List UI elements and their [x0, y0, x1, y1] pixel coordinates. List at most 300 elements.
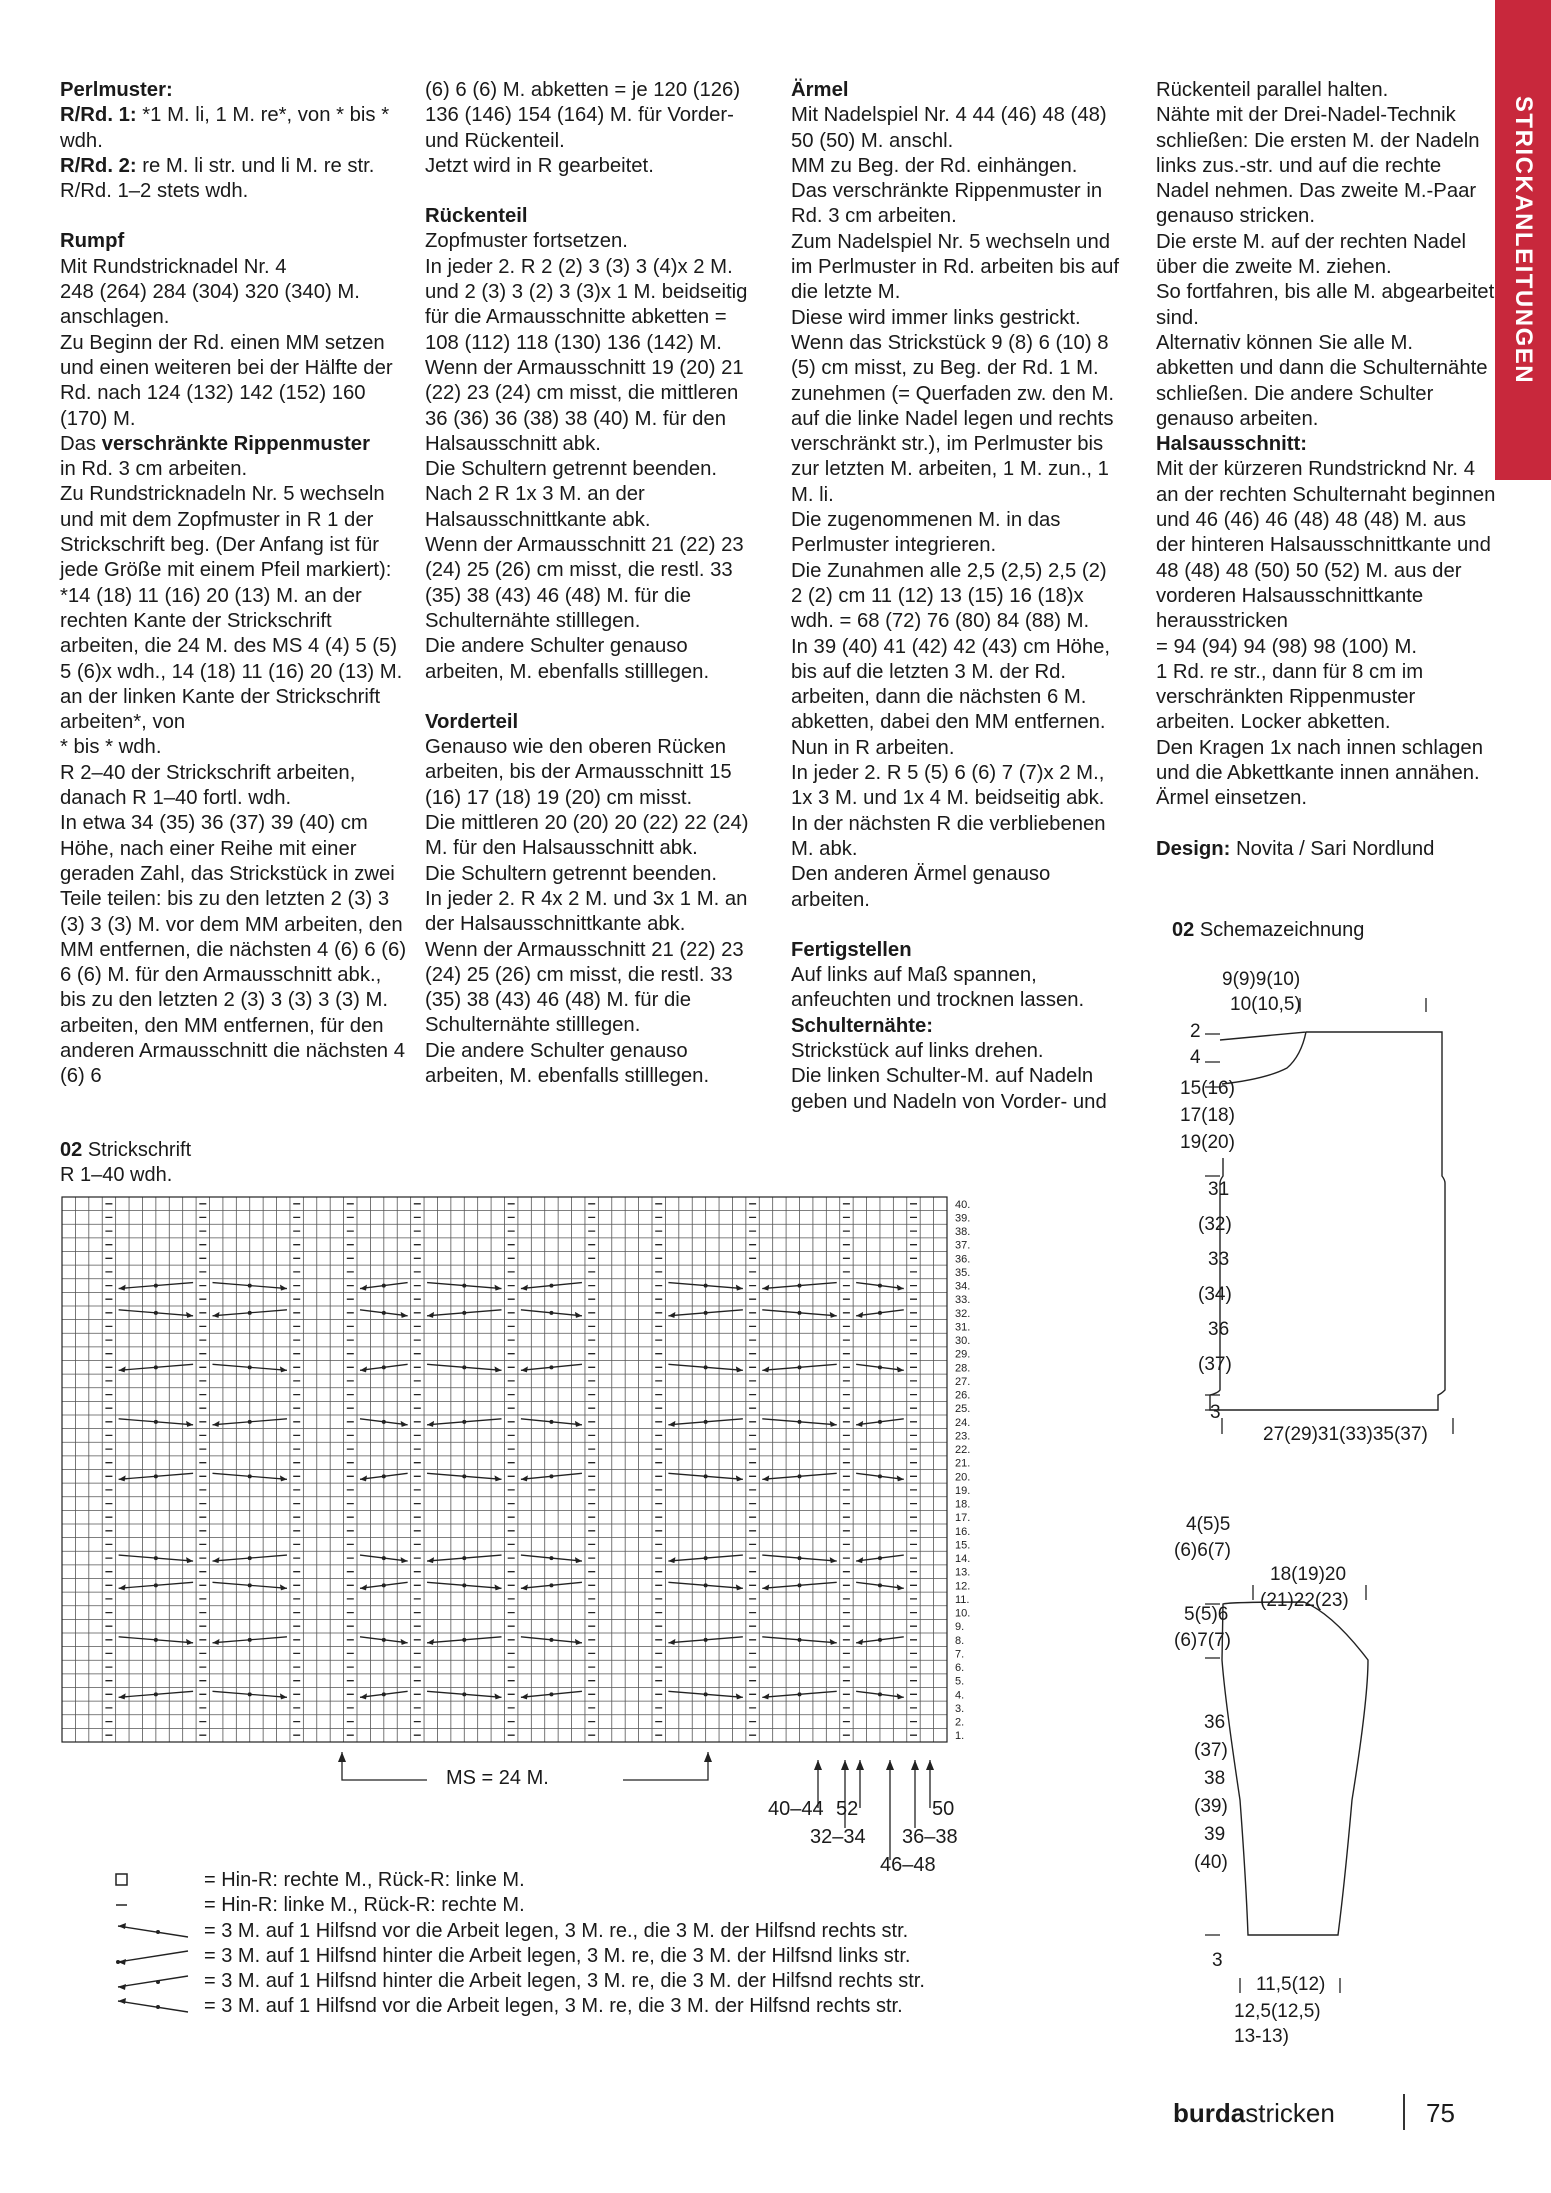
row-number: 6. [955, 1662, 965, 1675]
brand-rest: stricken [1245, 2098, 1335, 2128]
cable-symbol [762, 1283, 836, 1289]
row-number: 34. [955, 1280, 971, 1293]
cable-dot [248, 1474, 252, 1478]
repeat-arrow-left [338, 1752, 346, 1762]
paragraph-label: Design: [1156, 837, 1231, 860]
cable-dot [248, 1311, 252, 1315]
cable-dot [462, 1638, 466, 1642]
cable-arrowhead [119, 1584, 126, 1590]
sleeve-dimension-label: (37) [1194, 1740, 1228, 1761]
legend-text: = 3 M. auf 1 Hilfsnd hinter die Arbeit legen, 3 M. re, die 3 M. der Hilfsnd rechts str. [204, 1970, 925, 1993]
cable-dot [798, 1692, 802, 1696]
row-number: 11. [955, 1593, 970, 1606]
paragraph-text: Genauso wie den oberen Rücken arbeiten, bis der Armausschnitt 15 (16) 17 (18) 19 (20) cm misst. Die mittleren 20 (20) 20 (22) 22 (24) M. für den Halsausschnitt abk. Die Schultern getrennt beenden. In jeder 2. R 4x 2 M. und 3x 1 M. an der Halsausschnittkante abk. Wenn der Armausschnitt 21 (22) 23 (24) 25 (26) cm misst, die restl. 33 (35) 38 (43) 46 (48) M. für die Schulternähte stilllegen. Die andere Schulter genauso arbeiten, M. ebenfalls stilllegen. [425, 736, 749, 1087]
size-marker-arrow [886, 1760, 894, 1770]
cable-dot [382, 1692, 386, 1696]
cable-symbol [762, 1637, 836, 1643]
cable-symbol [427, 1310, 501, 1316]
cable-symbol [427, 1637, 501, 1643]
paragraph-text: *1 M. li, 1 M. re*, von * bis * wdh. [60, 104, 390, 152]
section-heading: Halsausschnitt: [1156, 433, 1308, 456]
sleeve-dimension-label: 4(5)5 [1186, 1514, 1231, 1535]
cable-arrowhead [830, 1312, 837, 1318]
sleeve-dimension-ticks [1205, 1585, 1366, 1993]
cable-dot [382, 1474, 386, 1478]
cable-arrowhead [736, 1285, 743, 1291]
text-column-2 [425, 78, 755, 1089]
cable-symbol [668, 1582, 742, 1588]
row-number: 7. [955, 1648, 965, 1661]
cable-symbol [521, 1419, 582, 1425]
cable-dot [798, 1365, 802, 1369]
cable-arrowhead [762, 1475, 769, 1481]
sleeve-dimension-label: 3 [1212, 1950, 1223, 1971]
cable-symbol [427, 1582, 501, 1588]
cable-symbol [762, 1582, 836, 1588]
row-number: 25. [955, 1403, 971, 1416]
row-number: 37. [955, 1239, 971, 1252]
cable-dot [248, 1365, 252, 1369]
cable-arrowhead [856, 1557, 863, 1563]
paragraph-label: R/Rd. 1: [60, 104, 137, 127]
cable-dot [382, 1638, 386, 1642]
cable-dot [462, 1420, 466, 1424]
section-heading: Ärmel [791, 79, 849, 101]
chart-caption [60, 1138, 191, 1188]
cable-symbol [856, 1364, 904, 1370]
paragraph [60, 154, 410, 179]
cable-dot [382, 1556, 386, 1560]
row-number: 28. [955, 1362, 971, 1375]
cable-arrowhead [830, 1557, 837, 1563]
cable-dot [798, 1474, 802, 1478]
size-marker-label: 52 [836, 1798, 859, 1820]
row-number: 19. [955, 1484, 971, 1497]
cable-symbol [213, 1310, 287, 1316]
cable-dot [798, 1556, 802, 1560]
cable-dot [704, 1284, 708, 1288]
chart-number: 02 [60, 1139, 83, 1161]
row-number: 20. [955, 1471, 971, 1484]
cable-symbol [762, 1364, 836, 1370]
cable-symbol [427, 1691, 501, 1697]
paragraph-label: R/Rd. 2: [60, 154, 137, 177]
cable-symbol [856, 1582, 904, 1588]
cable-symbol [360, 1419, 408, 1425]
cable-dot [878, 1474, 882, 1478]
repeat-arrow-right [704, 1752, 712, 1762]
row-number: 1. [955, 1730, 965, 1743]
cable-dot [248, 1556, 252, 1560]
cable-symbol [856, 1310, 904, 1316]
cable-symbol [360, 1310, 408, 1316]
cable-arrowhead [280, 1475, 287, 1481]
body-dimension-label: 10(10,5) [1230, 994, 1301, 1015]
cable-symbol [360, 1555, 408, 1561]
body-dimension-label: 4 [1190, 1047, 1201, 1068]
paragraph [425, 735, 755, 1089]
cable-symbol [119, 1364, 193, 1370]
cable-symbol [427, 1473, 501, 1479]
cable-arrowhead [401, 1312, 408, 1318]
legend-text: = Hin-R: linke M., Rück-R: rechte M. [204, 1894, 525, 1917]
cable-arrowhead [213, 1639, 220, 1645]
cable-dot [704, 1692, 708, 1696]
cable-symbol [668, 1283, 742, 1289]
paragraph [791, 963, 1121, 1014]
row-number: 15. [955, 1539, 971, 1552]
dash-icon [108, 1893, 198, 1918]
cable-dot [704, 1583, 708, 1587]
row-number: 24. [955, 1416, 971, 1429]
cable-symbol [119, 1310, 193, 1316]
cable-arrowhead [280, 1584, 287, 1590]
cable-arrowhead [762, 1693, 769, 1699]
cable-dot [462, 1284, 466, 1288]
cable-symbol [213, 1364, 287, 1370]
cable-dot [382, 1583, 386, 1587]
legend-text: = 3 M. auf 1 Hilfsnd hinter die Arbeit legen, 3 M. re, die 3 M. der Hilfsnd links str. [204, 1944, 911, 1967]
cable-arrowhead [119, 1285, 126, 1291]
cable-symbol [521, 1691, 582, 1697]
paragraph [60, 179, 410, 204]
paragraph-label: verschränkte Rippenmuster [101, 432, 370, 455]
cable-dot [154, 1311, 158, 1315]
paragraph [791, 103, 1121, 913]
cable-symbol [360, 1582, 408, 1588]
size-marker-label: 46–48 [880, 1854, 936, 1876]
sleeve-dimension-label: 12,5(12,5) [1234, 2001, 1321, 2022]
cable-symbol [521, 1283, 582, 1289]
cable-arrowhead [360, 1366, 367, 1372]
brand-bold: burda [1173, 2098, 1246, 2128]
paragraph-text: R/Rd. 1–2 stets wdh. [60, 180, 249, 203]
cable-symbol [427, 1364, 501, 1370]
cable-arrowhead [830, 1421, 837, 1427]
size-marker-arrow [856, 1760, 864, 1770]
row-number: 31. [955, 1321, 971, 1334]
cable-arrowhead [897, 1285, 904, 1291]
body-dimension-label: 27(29)31(33)35(37) [1263, 1424, 1428, 1445]
row-number: 39. [955, 1212, 971, 1225]
cable-dot [154, 1638, 158, 1642]
section-heading: Rückenteil [425, 205, 528, 228]
body-dimension-label: 31 [1208, 1179, 1230, 1200]
row-number: 27. [955, 1375, 971, 1388]
cable-symbol [856, 1691, 904, 1697]
cable-symbol [119, 1283, 193, 1289]
sleeve-dimension-label: 13-13) [1234, 2026, 1289, 2047]
row-number: 4. [955, 1689, 965, 1702]
cable-arrowhead [495, 1475, 502, 1481]
cable-dot [248, 1583, 252, 1587]
page-footer [1173, 2098, 1335, 2129]
cable-arrowhead [521, 1475, 528, 1481]
body-dimension-label: (34) [1198, 1284, 1232, 1305]
row-number: 36. [955, 1253, 971, 1266]
cable-dot [549, 1311, 553, 1315]
size-marker-label: 50 [932, 1798, 955, 1820]
cable-arrowhead [575, 1312, 582, 1318]
cable-arrowhead [736, 1366, 743, 1372]
cable-arrowhead [186, 1557, 193, 1563]
row-number: 3. [955, 1702, 965, 1715]
paragraph-text: Mit Nadelspiel Nr. 4 44 (46) 48 (48) 50 (50) M. anschl. MM zu Beg. der Rd. einhängen. Das verschränkte Rippenmuster in Rd. 3 cm arbeiten. Zum Nadelspiel Nr. 5 wechseln und im Perlmuster in Rd. arbeiten bis auf die letzte M. Diese wird immer links gestrickt. Wenn das Strickstück 9 (8) 6 (10) 8 (5) cm misst, zu Beg. der Rd. 1 M. zunehmen (= Querfaden zw. den M. auf die linke Nadel legen und rechts verschränkt str.), im Perlmuster bis zur letzten M. arbeiten, 1 M. zun., 1 M. li. Die zugenommenen M. in das Perlmuster integrieren. Die Zunahmen alle 2,5 (2,5) 2,5 (2) 2 (2) cm 11 (12) 13 (15) 16 (18)x wdh. = 68 (72) 76 (80) 84 (88) M. In 39 (40) 41 (42) 42 (43) cm Höhe, bis auf die letzten 3 M. der Rd. arbeiten, dann die nächsten 6 M. abketten, dabei den MM entfernen. Nun in R arbeiten. In jeder 2. R 5 (5) 6 (6) 7 (7)x 2 M., 1x 3 M. und 1x 4 M. beidseitig abk. In der nächsten R die verbliebenen M. abk. Den anderen Ärmel genauso arbeiten. [791, 104, 1120, 911]
cable-symbol [521, 1310, 582, 1316]
body-schematic-outline [1210, 1032, 1445, 1410]
cable-arrowhead [119, 1475, 126, 1481]
cable-arrowhead [495, 1366, 502, 1372]
legend-text: = 3 M. auf 1 Hilfsnd vor die Arbeit legen, 3 M. re, die 3 M. der Hilfsnd rechts str. [204, 1995, 903, 2018]
cable-arrowhead [736, 1693, 743, 1699]
row-number: 18. [955, 1498, 971, 1511]
cable-arrowhead [575, 1421, 582, 1427]
cable-arrowhead [427, 1557, 434, 1563]
cable-right-front-2-icon [108, 1994, 198, 2019]
cable-symbol [213, 1419, 287, 1425]
paragraph [1156, 457, 1496, 811]
paragraph-text: re M. li str. und li M. re str. [136, 154, 375, 177]
cable-arrowhead [280, 1693, 287, 1699]
cable-symbol [213, 1473, 287, 1479]
repeat-bracket [342, 1752, 708, 1780]
cable-symbol [762, 1473, 836, 1479]
paragraph-text: in Rd. 3 cm arbeiten. [60, 458, 248, 481]
paragraph-text: Auf links auf Maß spannen, anfeuchten und trocknen lassen. [791, 964, 1085, 1012]
cable-dot [154, 1420, 158, 1424]
cable-dot [462, 1311, 466, 1315]
body-dimension-label: 15(16) [1180, 1078, 1235, 1099]
row-number: 8. [955, 1634, 965, 1647]
cable-dot [382, 1311, 386, 1315]
cable-symbol [668, 1473, 742, 1479]
cable-dot [154, 1284, 158, 1288]
cable-arrowhead [736, 1584, 743, 1590]
cable-dot [878, 1583, 882, 1587]
row-number: 35. [955, 1266, 971, 1279]
purl-marks [105, 1204, 917, 1735]
row-number: 16. [955, 1525, 971, 1538]
body-dimension-label: 9(9)9(10) [1222, 969, 1301, 990]
cable-arrowhead [521, 1366, 528, 1372]
row-number: 9. [955, 1621, 965, 1634]
cable-dot [704, 1420, 708, 1424]
size-marker-arrow [841, 1760, 849, 1770]
paragraph-text: Rückenteil parallel halten. Nähte mit der Drei-Nadel-Technik schließen: Die ersten M. der Nadeln links zus.-str. und auf die rechte Nadel nehmen. Das zweite M.-Paar genauso stricken. Die erste M. auf der rechten Nadel über die zweite M. ziehen. So fortfahren, bis alle M. abgearbeitet sind. Alternativ können Sie alle M. abketten und dann die Schulternähte schließen. Die andere Schulter genauso arbeiten. [1156, 79, 1495, 430]
row-number: 10. [955, 1607, 971, 1620]
cable-arrowhead [186, 1421, 193, 1427]
cable-dot [878, 1692, 882, 1696]
row-number: 12. [955, 1580, 971, 1593]
paragraph [60, 103, 410, 154]
cable-arrowhead [119, 1693, 126, 1699]
cable-symbol [762, 1419, 836, 1425]
cable-dot [704, 1365, 708, 1369]
paragraph [791, 1039, 1121, 1115]
paragraph-text: Zu Rundstricknadeln Nr. 5 wechseln und mit dem Zopfmuster in R 1 der Strickschrift beg. (Der Anfang ist für jede Größe mit einem Pfeil markiert): *14 (18) 11 (16) 20 (13) M. an der rechten Kante der Strickschrift arbeiten, die 24 M. des MS 4 (4) 5 (5) 5 (6)x wdh., 14 (18) 11 (16) 20 (13) M. an der linken Kante der Strickschrift arbeiten*, von * bis * wdh. R 2–40 der Strickschrift arbeiten, danach R 1–40 fortl. wdh. In etwa 34 (35) 36 (37) 39 (40) cm Höhe, nach einer Reihe mit einer geraden Zahl, das Strickstück in zwei Teile teilen: bis zu den letzten 2 (3) 3 (3) 3 (3) M. vor dem MM arbeiten, den MM entfernen, die nächsten 4 (6) 6 (6) 6 (6) M. für den Armausschnitt abk., bis zu den letzten 2 (3) 3 (3) 3 (3) M. arbeiten, den MM entfernen, für den anderen Armausschnitt die nächsten 4 (6) 6 [60, 483, 407, 1088]
cable-dot [704, 1638, 708, 1642]
size-marker-label: 32–34 [810, 1826, 866, 1848]
cable-dot [462, 1692, 466, 1696]
row-number: 22. [955, 1444, 971, 1457]
cable-symbol [668, 1364, 742, 1370]
section-heading: Rumpf [60, 230, 125, 253]
cable-symbol [427, 1555, 501, 1561]
body-dimension-label: (32) [1198, 1214, 1232, 1235]
cable-dot [248, 1692, 252, 1696]
row-number: 40. [955, 1198, 971, 1211]
row-number: 38. [955, 1226, 971, 1239]
cable-dot [549, 1474, 553, 1478]
cable-symbol [213, 1691, 287, 1697]
size-marker-arrow [926, 1760, 934, 1770]
cable-arrowhead [427, 1639, 434, 1645]
cable-symbol [119, 1555, 193, 1561]
cable-dot [382, 1420, 386, 1424]
paragraph-text: Strickstück auf links drehen. Die linken Schulter-M. auf Nadeln geben und Nadeln von Vorder- und [791, 1039, 1107, 1113]
cable-dot [462, 1556, 466, 1560]
cable-dot [248, 1638, 252, 1642]
cable-dot [878, 1311, 882, 1315]
paragraph [60, 482, 410, 1089]
cable-dot [549, 1583, 553, 1587]
cable-symbol [668, 1310, 742, 1316]
cable-right-front-icon [108, 1919, 198, 1944]
cable-symbol [762, 1310, 836, 1316]
row-number: 5. [955, 1675, 965, 1688]
cable-dot [549, 1420, 553, 1424]
body-dimension-label: 33 [1208, 1249, 1230, 1270]
cable-arrowhead [762, 1584, 769, 1590]
cable-arrowhead [401, 1557, 408, 1563]
cable-arrowhead [427, 1421, 434, 1427]
page-number: 75 [1426, 2098, 1455, 2128]
cable-dot [878, 1365, 882, 1369]
schematic-title: Schemazeichnung [1199, 919, 1365, 941]
paragraph-text: Novita / Sari Nordlund [1230, 837, 1435, 860]
cable-symbol [521, 1582, 582, 1588]
cable-dot [154, 1692, 158, 1696]
cable-dot [462, 1365, 466, 1369]
cable-symbol [521, 1555, 582, 1561]
cable-symbol [668, 1419, 742, 1425]
sleeve-dimension-label: (6)6(7) [1174, 1540, 1232, 1561]
cable-dot [549, 1638, 553, 1642]
text-column-1 [60, 78, 410, 1090]
row-number: 14. [955, 1553, 971, 1566]
chart-title: Strickschrift [87, 1139, 192, 1161]
cable-dot [704, 1556, 708, 1560]
chart-grid [62, 1197, 947, 1742]
cable-arrowhead [856, 1312, 863, 1318]
repeat-label: MS = 24 M. [446, 1767, 549, 1789]
legend-text: = Hin-R: rechte M., Rück-R: linke M. [204, 1869, 525, 1891]
cable-symbol [119, 1637, 193, 1643]
cable-arrowhead [213, 1557, 220, 1563]
cable-arrowhead [897, 1475, 904, 1481]
cable-dot [878, 1284, 882, 1288]
cable-dot [798, 1638, 802, 1642]
cable-dot [382, 1284, 386, 1288]
cable-arrowhead [360, 1693, 367, 1699]
chart-subtitle: R 1–40 wdh. [60, 1164, 173, 1186]
paragraph [425, 229, 755, 684]
schematic-number: 02 [1172, 919, 1195, 941]
cable-symbol [213, 1637, 287, 1643]
cable-arrowhead [495, 1693, 502, 1699]
cable-symbol [119, 1691, 193, 1697]
cable-symbol [521, 1637, 582, 1643]
cable-arrowhead [119, 1366, 126, 1372]
sleeve-schematic-outline [1222, 1602, 1368, 1935]
cable-dot [248, 1284, 252, 1288]
body-dimension-label: (37) [1198, 1354, 1232, 1375]
cable-dot [549, 1284, 553, 1288]
sleeve-dimension-label: 5(5)6 [1184, 1604, 1229, 1625]
text-column-3 [791, 78, 1121, 1115]
cable-arrowhead [856, 1421, 863, 1427]
cable-dot [704, 1474, 708, 1478]
cable-arrowhead [830, 1639, 837, 1645]
cable-arrowhead [856, 1639, 863, 1645]
schematic-caption [1172, 918, 1364, 943]
cable-symbol [856, 1283, 904, 1289]
cable-arrowhead [521, 1584, 528, 1590]
cable-arrowhead [575, 1557, 582, 1563]
body-dimension-label: 36 [1208, 1319, 1230, 1340]
cable-arrowhead [668, 1557, 675, 1563]
row-number: 13. [955, 1566, 971, 1579]
cable-arrowhead [186, 1312, 193, 1318]
cable-symbol [213, 1555, 287, 1561]
body-dimension-ticks [1205, 998, 1453, 1434]
paragraph [60, 255, 410, 432]
cable-arrowhead [427, 1312, 434, 1318]
size-marker-lines [818, 1760, 930, 1860]
cable-dot [154, 1474, 158, 1478]
sleeve-dimension-label: 36 [1204, 1712, 1226, 1733]
cable-symbol [360, 1283, 408, 1289]
cable-dot [549, 1556, 553, 1560]
paragraph [60, 432, 410, 483]
cable-symbol [521, 1364, 582, 1370]
section-heading: Fertigstellen [791, 938, 912, 961]
footer-divider [1403, 2094, 1405, 2130]
cable-symbol [427, 1283, 501, 1289]
size-marker-arrow [911, 1760, 919, 1770]
cable-arrowhead [762, 1285, 769, 1291]
cable-symbol [119, 1582, 193, 1588]
cable-symbol [856, 1419, 904, 1425]
cable-symbol [360, 1473, 408, 1479]
paragraph [1156, 78, 1496, 432]
text-column-4 [1156, 78, 1496, 862]
cable-symbol [119, 1473, 193, 1479]
sleeve-dimension-label: 18(19)20 [1270, 1564, 1347, 1585]
body-dimension-label: 19(20) [1180, 1132, 1235, 1153]
cable-arrowhead [897, 1693, 904, 1699]
cable-arrowhead [736, 1475, 743, 1481]
cable-dot [798, 1311, 802, 1315]
sleeve-dimension-label: 39 [1204, 1824, 1226, 1845]
cable-arrowhead [668, 1421, 675, 1427]
body-dimension-label: 17(18) [1180, 1105, 1235, 1126]
section-heading: Schulternähte: [791, 1014, 933, 1037]
cable-symbol [360, 1691, 408, 1697]
cable-dot [154, 1556, 158, 1560]
cable-symbol [213, 1283, 287, 1289]
cable-symbol [762, 1691, 836, 1697]
